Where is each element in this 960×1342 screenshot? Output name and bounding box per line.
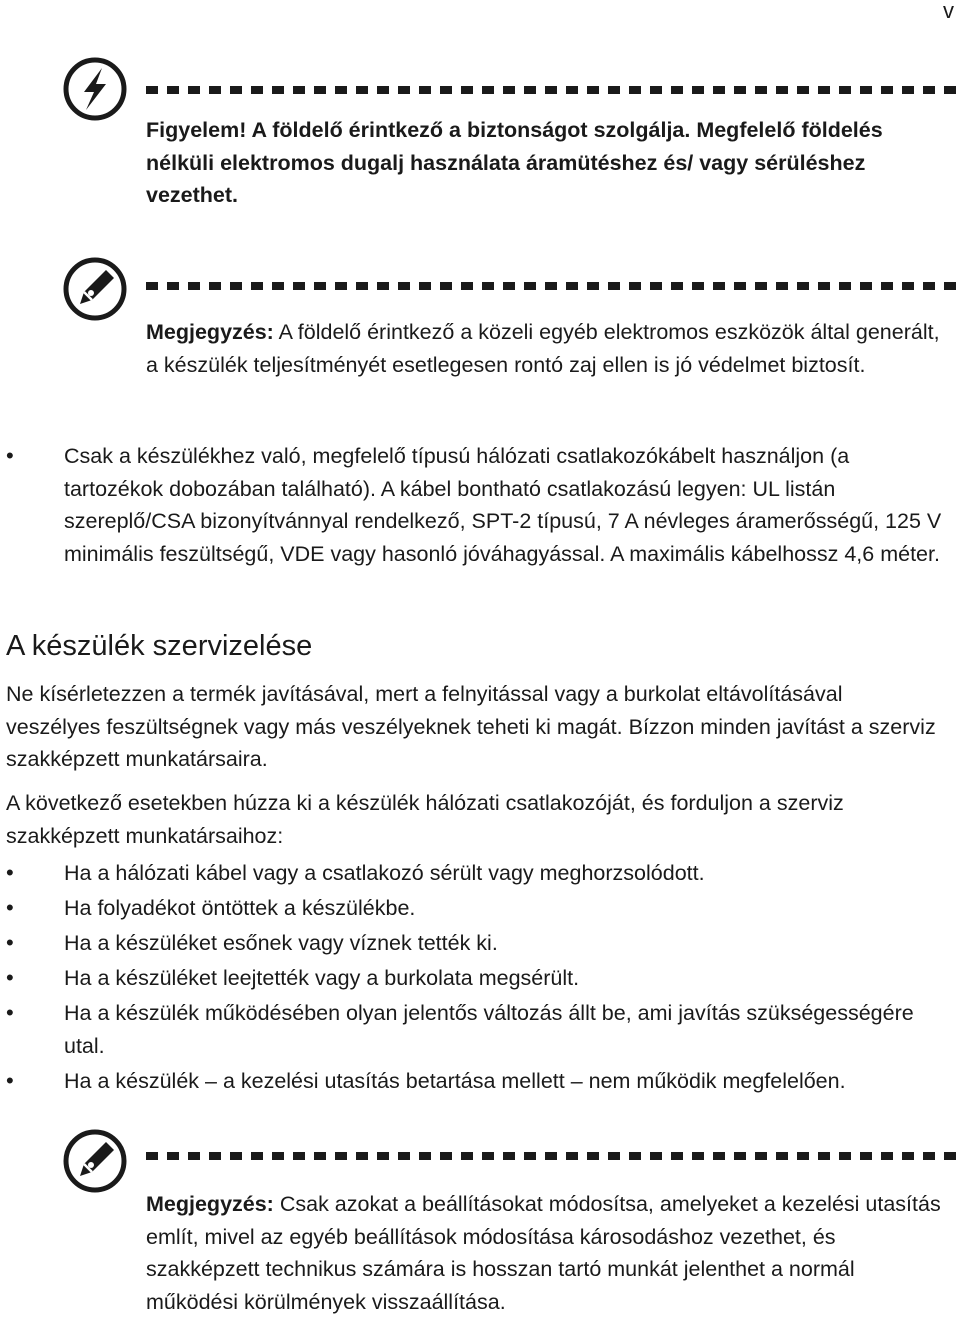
note-text: [146, 316, 952, 381]
list-item-text: Ha a készüléket leejtették vagy a burkolata megsérült.: [64, 966, 580, 990]
bullet-glyph: •: [6, 930, 14, 955]
bullet-glyph: •: [6, 895, 14, 920]
list-item: [0, 997, 960, 1062]
bullet-glyph: •: [6, 965, 14, 990]
bullet-glyph: •: [6, 860, 14, 885]
list-item-text: Ha a készüléket esőnek vagy víznek tették ki.: [64, 931, 498, 955]
dashed-rule: [146, 86, 960, 94]
note-pen-icon: [62, 256, 128, 322]
list-item: [0, 440, 960, 570]
unplug-paragraph: A következő esetekben húzza ki a készülék hálózati csatlakozóját, és forduljon a szerviz szakképzett munkatársaihoz:: [6, 791, 844, 848]
dashed-rule: [146, 1152, 960, 1160]
list-item-text: Csak a készülékhez való, megfelelő típusú hálózati csatlakozókábelt használjon (a tartozékok dobozában található). A kábel bontható csatlakozású legyen: UL listán szereplő/CSA bizonyítvánnyal rendelkező, SPT-2 típusú, 7 A névleges áramerősségű, 125 V minimális feszültségű, VDE vagy hasonló jóváhagyással. A maximális kábelhossz 4,6 méter.: [64, 444, 942, 566]
list-item: [0, 892, 960, 925]
warning-callout: [62, 56, 960, 216]
service-bullet-list: [0, 857, 960, 1097]
list-item: [0, 857, 960, 890]
note-text: [146, 1188, 952, 1318]
section-title: A készülék szervizelése: [6, 630, 313, 662]
list-item-text: Ha a készülék működésében olyan jelentős változás állt be, ami javítás szükségességére utal.: [64, 1001, 914, 1058]
list-item: [0, 962, 960, 995]
note-body: A földelő érintkező a közeli egyéb elektromos eszközök által generált, a készülék teljesítményét esetlegesen rontó zaj ellen is jó védelmet biztosít.: [146, 320, 940, 377]
list-item: [0, 1065, 960, 1098]
list-item-text: Ha a készülék – a kezelési utasítás betartása mellett – nem működik megfelelően.: [64, 1068, 846, 1093]
note-body: Csak azokat a beállításokat módosítsa, amelyeket a kezelési utasítás említ, mivel az egyéb beállítások módosítása károsodáshoz vezethet, és szakképzett technikus számára is hosszan tartó munkát jelenthet a normál működési körülmények visszaállítása.: [146, 1192, 941, 1314]
page-number: v: [943, 0, 954, 23]
note-label: Megjegyzés:: [146, 320, 274, 344]
bullet-glyph: •: [6, 1000, 14, 1025]
service-paragraph: Ne kísérletezzen a termék javításával, mert a felnyitással vagy a burkolat eltávolításával veszélyes feszültségnek vagy más veszélyeknek teheti ki magát. Bízzon minden javítást a szerviz szakképzett munkatársaira.: [6, 682, 936, 771]
dashed-rule: [146, 282, 960, 290]
bullet-glyph: •: [6, 1067, 14, 1093]
note-pen-icon: [62, 1128, 128, 1194]
cable-bullet-list: [0, 440, 960, 570]
lightning-icon: [62, 56, 128, 122]
bullet-glyph: •: [6, 443, 14, 468]
note-callout-grounding: [62, 256, 960, 416]
list-item: [0, 927, 960, 960]
note-callout-settings: [62, 1128, 960, 1342]
list-item-text: Ha folyadékot öntöttek a készülékbe.: [64, 896, 416, 920]
note-label: Megjegyzés:: [146, 1192, 274, 1216]
list-item-text: Ha a hálózati kábel vagy a csatlakozó sérült vagy meghorzsolódott.: [64, 861, 705, 885]
warning-text: Figyelem! A földelő érintkező a biztonságot szolgálja. Megfelelő földelés nélküli elektromos dugalj használata áramütéshez és/ vagy sérüléshez vezethet.: [146, 118, 883, 207]
